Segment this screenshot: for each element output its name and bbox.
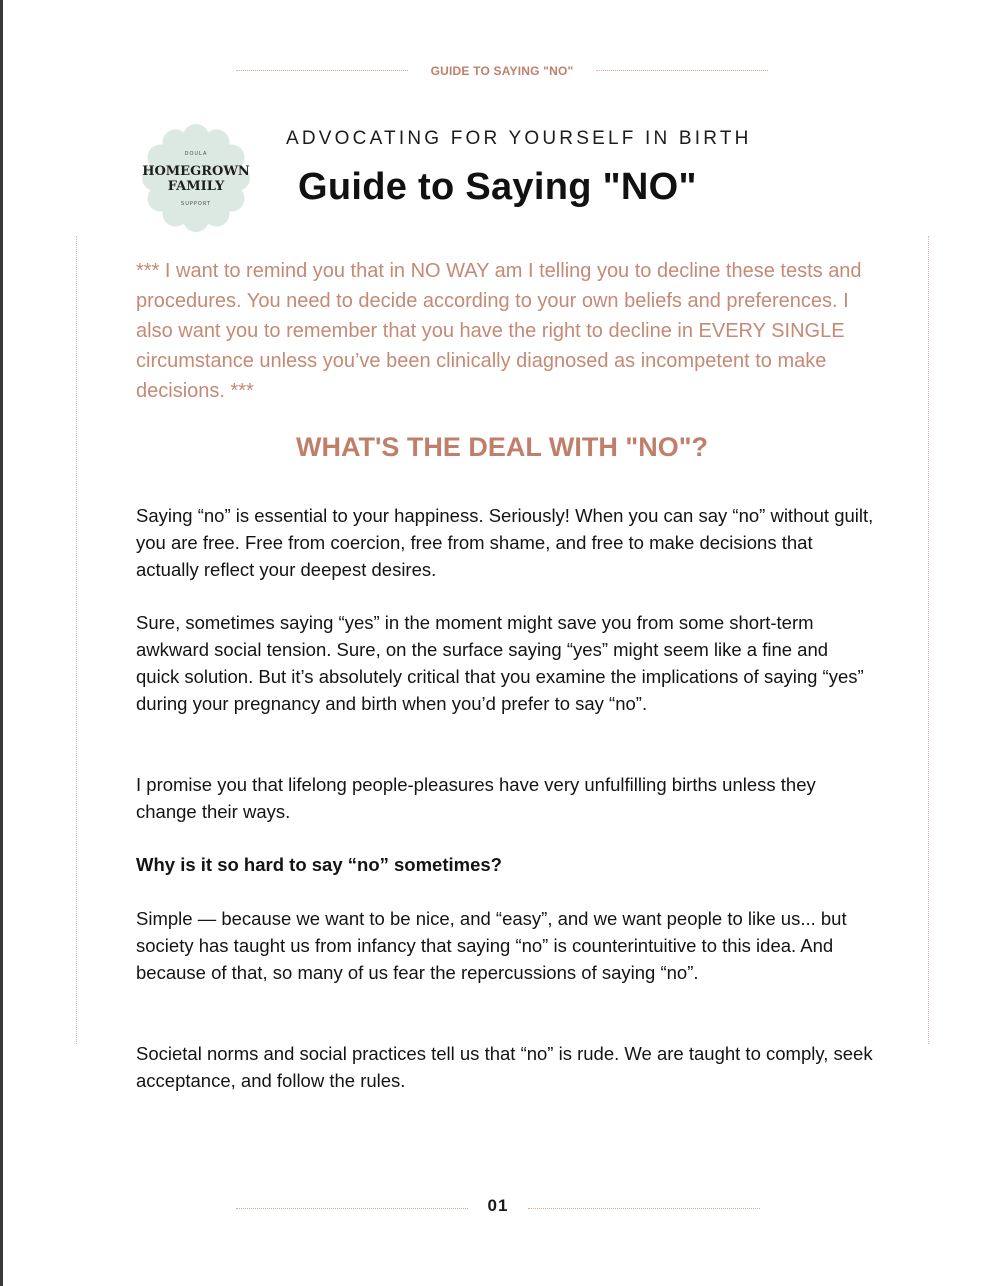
footer-divider-left: [236, 1208, 468, 1209]
header-divider-left: [236, 70, 408, 71]
running-header: GUIDE TO SAYING "NO": [430, 64, 574, 78]
body-paragraph: Simple — because we want to be nice, and “easy”, and we want people to like us... but society has taught us from infancy that saying “no” is counterintuitive to this idea. And because of that, so many of us fear the repercussions of saying “no”.: [136, 908, 847, 983]
header-divider-right: [596, 70, 768, 71]
margin-divider-right: [928, 236, 929, 1044]
svg-text:FAMILY: FAMILY: [167, 179, 225, 194]
page-number: 01: [487, 1196, 509, 1215]
body-paragraph: I promise you that lifelong people-pleasures have very unfulfilling births unless they change their ways.: [136, 774, 816, 822]
page-edge: [0, 0, 3, 1286]
margin-divider-left: [76, 236, 77, 1044]
subtitle: ADVOCATING FOR YOURSELF IN BIRTH: [286, 128, 752, 149]
body-paragraph: Saying “no” is essential to your happiness. Seriously! When you can say “no” without guilt, you are free. Free from coercion, free from shame, and free to make decisions that actually reflect your deepest desires.: [136, 505, 874, 580]
subheading: Why is it so hard to say “no” sometimes?: [136, 854, 502, 875]
page-title: Guide to Saying "NO": [298, 166, 697, 208]
homegrown-family-logo: [142, 124, 250, 232]
svg-text:HOMEGROWN: HOMEGROWN: [142, 164, 250, 179]
svg-text:DOULA: DOULA: [184, 151, 208, 157]
section-heading: WHAT'S THE DEAL WITH "NO"?: [296, 432, 708, 462]
svg-text:SUPPORT: SUPPORT: [181, 201, 211, 207]
body-paragraph: Societal norms and social practices tell us that “no” is rude. We are taught to comply, seek acceptance, and follow the rules.: [136, 1043, 873, 1091]
body-paragraph: Sure, sometimes saying “yes” in the moment might save you from some short-term awkward social tension. Sure, on the surface saying “yes” might seem like a fine and quick solution. But it’s absolutely critical that you examine the implications of saying “yes” during your pregnancy and birth when you’d prefer to say “no”.: [136, 612, 864, 714]
footer-divider-right: [528, 1208, 760, 1209]
disclaimer-notice: *** I want to remind you that in NO WAY am I telling you to decline these tests and procedures. You need to decide according to your own beliefs and preferences. I also want you to remember that you have the right to decline in EVERY SINGLE circumstance unless you’ve been clinically diagnosed as incompetent to make decisions. ***: [136, 260, 862, 402]
